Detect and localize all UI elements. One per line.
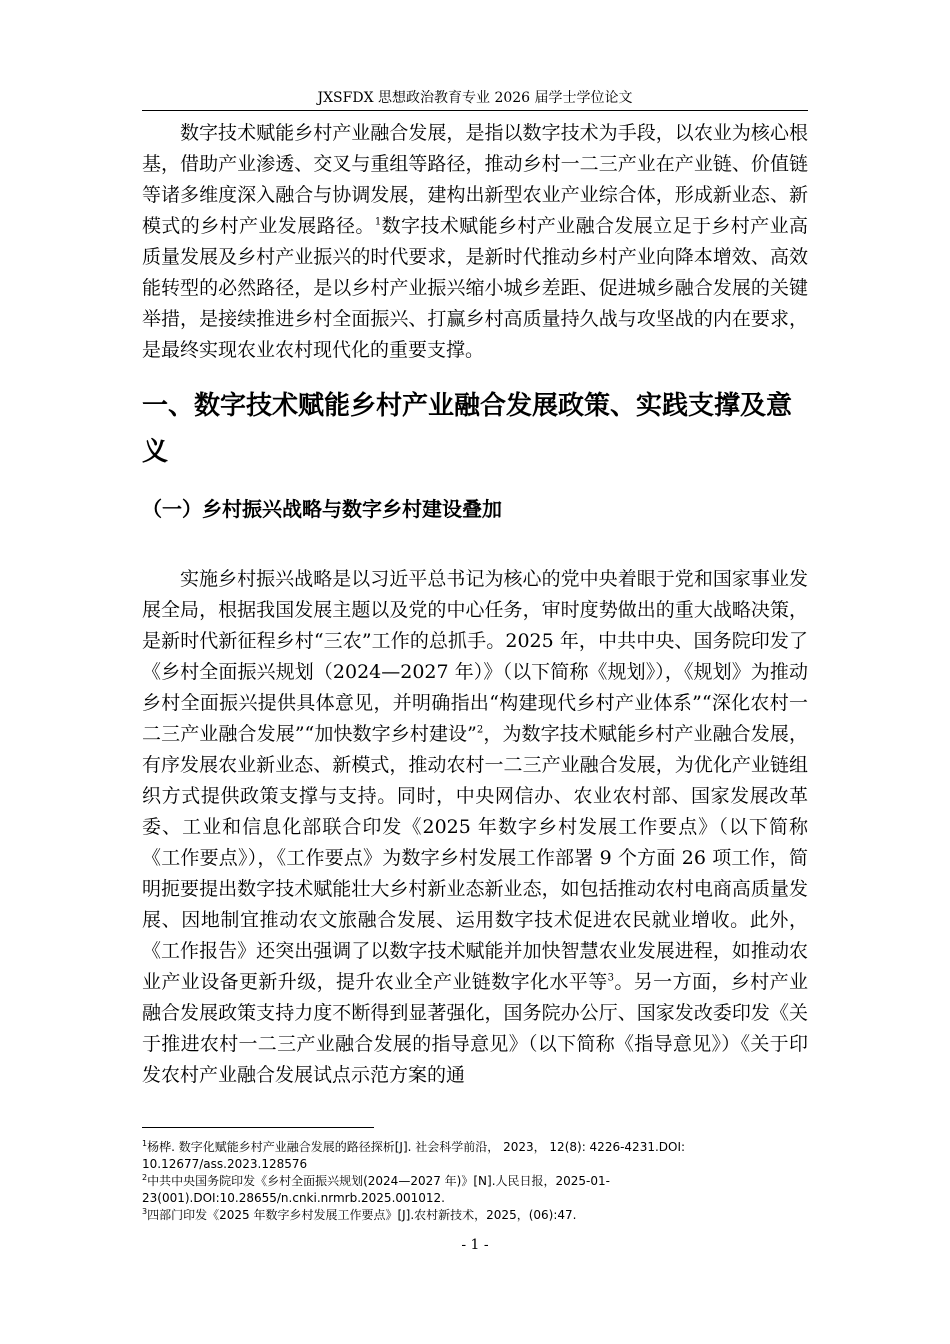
- footnote-text: 中共中央国务院印发《乡村全面振兴规划(2024—2027 年)》[N].人民日报，2025-01-23(001).DOI:10.28655/n.cnki.nrmrb.2025.001012.: [142, 1174, 610, 1205]
- footnote-separator: [142, 1127, 374, 1128]
- intro-text-a: 数字技术赋能乡村产业融合发展，是指以数字技术为手段，以农业为核心根基，借助产业渗透、交叉与重组等路径，推动乡村一二三产业在产业链、价值链等诸多维度深入融合与协调发展，建构出新型农业产业综合体，形成新业态、新模式的乡村产业发展路径。: [142, 122, 808, 237]
- para2-text-b: ，为数字技术赋能乡村产业融合发展，有序发展农业新业态、新模式，推动农村一二三产业融合发展，为优化产业链组织方式提供政策支撑与支持。同时，中央网信办、农业农村部、国家发展改革委、工业和信息化部联合印发《2025 年数字乡村发展工作要点》（以下简称《工作要点》），《工作要点》为数字乡村发展工作部署 9 个方面 26 项工作，简明扼要提出数字技术赋能壮大乡村新业态新业态，如包括推动农村电商高质量发展、因地制宜推动农文旅融合发展、运用数字技术促进农民就业增收。此外，《工作报告》还突出强调了以数字技术赋能并加快智慧农业发展进程，如推动农业产业设备更新升级，提升农业全产业链数字化水平等: [142, 723, 808, 993]
- footnote-ref-2[interactable]: 2: [476, 724, 484, 736]
- section-heading-1: 一、数字技术赋能乡村产业融合发展政策、实践支撑及意义: [142, 391, 793, 467]
- footnotes: [142, 1139, 808, 1224]
- body-paragraph-2: [142, 564, 808, 1091]
- footnote-2: [142, 1173, 808, 1207]
- footnote-ref-1[interactable]: 1: [374, 216, 382, 228]
- footnote-3: [142, 1207, 808, 1224]
- intro-text-b: 数字技术赋能乡村产业融合发展立足于乡村产业高质量发展及乡村产业振兴的时代要求，是新时代推动乡村产业向降本增效、高效能转型的必然路径，是以乡村产业振兴缩小城乡差距、促进城乡融合发展的关键举措，是接续推进乡村全面振兴、打赢乡村高质量持久战与攻坚战的内在要求，是最终实现农业农村现代化的重要支撑。: [142, 215, 808, 361]
- footnote-text: 杨桦. 数字化赋能乡村产业融合发展的路径探析[J]. 社会科学前沿， 2023， 12(8): 4226-4231.DOI: 10.12677/ass.2023.128576: [142, 1140, 686, 1171]
- footnote-mark: 1: [142, 1139, 148, 1148]
- footnote-mark: 2: [142, 1173, 148, 1182]
- footnote-text: 四部门印发《2025 年数字乡村发展工作要点》[J].农村新技术，2025，(06):47.: [147, 1208, 577, 1222]
- para2-text-a: 实施乡村振兴战略是以习近平总书记为核心的党中央着眼于党和国家事业发展全局，根据我国发展主题以及党的中心任务，审时度势做出的重大战略决策，是新时代新征程乡村“三农”工作的总抓手。2025 年，中共中央、国务院印发了《乡村全面振兴规划（2024—2027 年）》（以下简称《规划》），《规划》为推动乡村全面振兴提供具体意见，并明确指出“构建现代乡村产业体系”“深化农村一二三产业融合发展”“加快数字乡村建设”: [142, 568, 808, 745]
- page-number: - 1 -: [461, 1237, 489, 1253]
- footnote-mark: 3: [142, 1207, 148, 1216]
- para2-text-c: 。另一方面，乡村产业融合发展政策支持力度不断得到显著强化，国务院办公厅、国家发改委印发《关于推进农村一二三产业融合发展的指导意见》（以下简称《指导意见》）《关于印发农村产业融合发展试点示范方案的通: [142, 971, 808, 1086]
- header-rule: [142, 110, 808, 111]
- footnote-1: [142, 1139, 808, 1173]
- intro-paragraph: [142, 118, 808, 366]
- subsection-heading-1: （一）乡村振兴战略与数字乡村建设叠加: [142, 497, 502, 521]
- footnote-ref-3[interactable]: 3: [607, 972, 614, 984]
- running-header: JXSFDX 思想政治教育专业 2026 届学士学位论文: [317, 90, 633, 106]
